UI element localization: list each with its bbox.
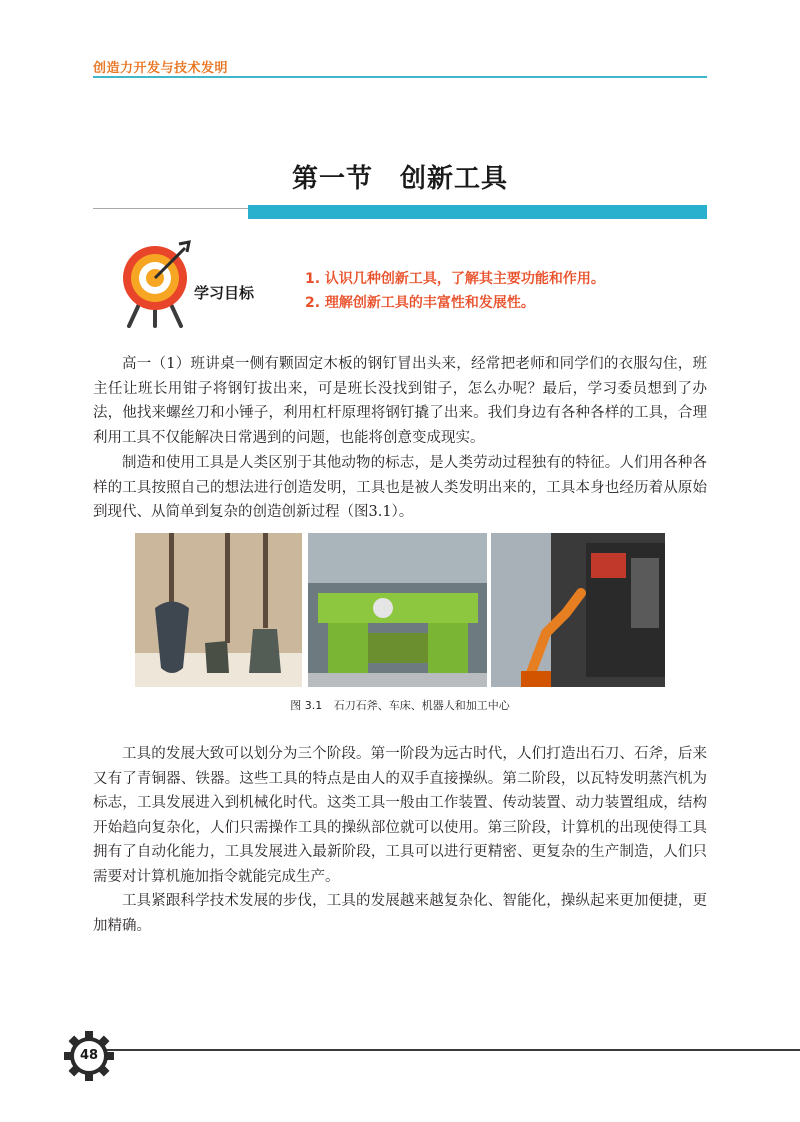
figure-caption-text: 石刀石斧、车床、机器人和加工中心 xyxy=(333,699,510,712)
lathe-photo xyxy=(308,533,487,687)
robot-machining-center-photo xyxy=(491,533,665,687)
target-icon xyxy=(117,240,197,328)
footer-rule xyxy=(93,1049,800,1051)
running-header: 创造力开发与技术发明 xyxy=(93,61,229,76)
paragraph-4: 工具紧跟科学技术发展的步伐，工具的发展越来越复杂化、智能化，操纵起来更加便捷，更加精确。 xyxy=(93,893,707,934)
stone-tools-photo xyxy=(135,533,302,687)
title-underline-bar xyxy=(248,205,707,219)
objectives-label: 学习目标 xyxy=(194,284,255,302)
page-number: 48 xyxy=(79,1048,99,1063)
paragraph-3: 工具的发展大致可以划分为三个阶段。第一阶段为远古时代，人们打造出石刀、石斧，后来又有了青铜器、铁器。这些工具的特点是由人的双手直接操纵。第二阶段，以瓦特发明蒸汽机为标志，工具发展进入到机械化时代。这类工具一般由工作装置、传动装置、动力装置组成，结构开始趋向复杂化，人们只需操作工具的操纵部位就可以使用。第三阶段，计算机的出现使得工具拥有了自动化能力，工具发展进入最新阶段，工具可以进行更精密、更复杂的生产制造，人们只需要对计算机施加指令就能完成生产。 xyxy=(93,746,707,885)
paragraph-1: 高一（1）班讲桌一侧有颗固定木板的钢钉冒出头来，经常把老师和同学们的衣服勾住，班主任让班长用钳子将钢钉拔出来，可是班长没找到钳子，怎么办呢？最后，学习委员想到了办法，他找来螺丝刀和小锤子，利用杠杆原理将钢钉撬了出来。我们身边有各种各样的工具，合理利用工具不仅能解决日常遇到的问题，也能将创意变成现实。 xyxy=(93,356,707,446)
title-underline-thin xyxy=(93,208,253,209)
figure-number: 图 3.1 xyxy=(290,699,323,712)
objective-item: 1. 认识几种创新工具，了解其主要功能和作用。 xyxy=(305,271,605,287)
figure-caption xyxy=(0,697,800,713)
objective-item: 2. 理解创新工具的丰富性和发展性。 xyxy=(305,295,535,311)
objectives-list xyxy=(305,267,605,315)
section-title: 第一节 创新工具 xyxy=(291,164,508,194)
header-rule xyxy=(93,76,707,78)
paragraph-2: 制造和使用工具是人类区别于其他动物的标志，是人类劳动过程独有的特征。人们用各种各样的工具按照自己的想法进行创造发明，工具也是被人类发明出来的，工具本身也经历着从原始到现代、从简单到复杂的创造创新过程（图3.1）。 xyxy=(93,455,707,520)
